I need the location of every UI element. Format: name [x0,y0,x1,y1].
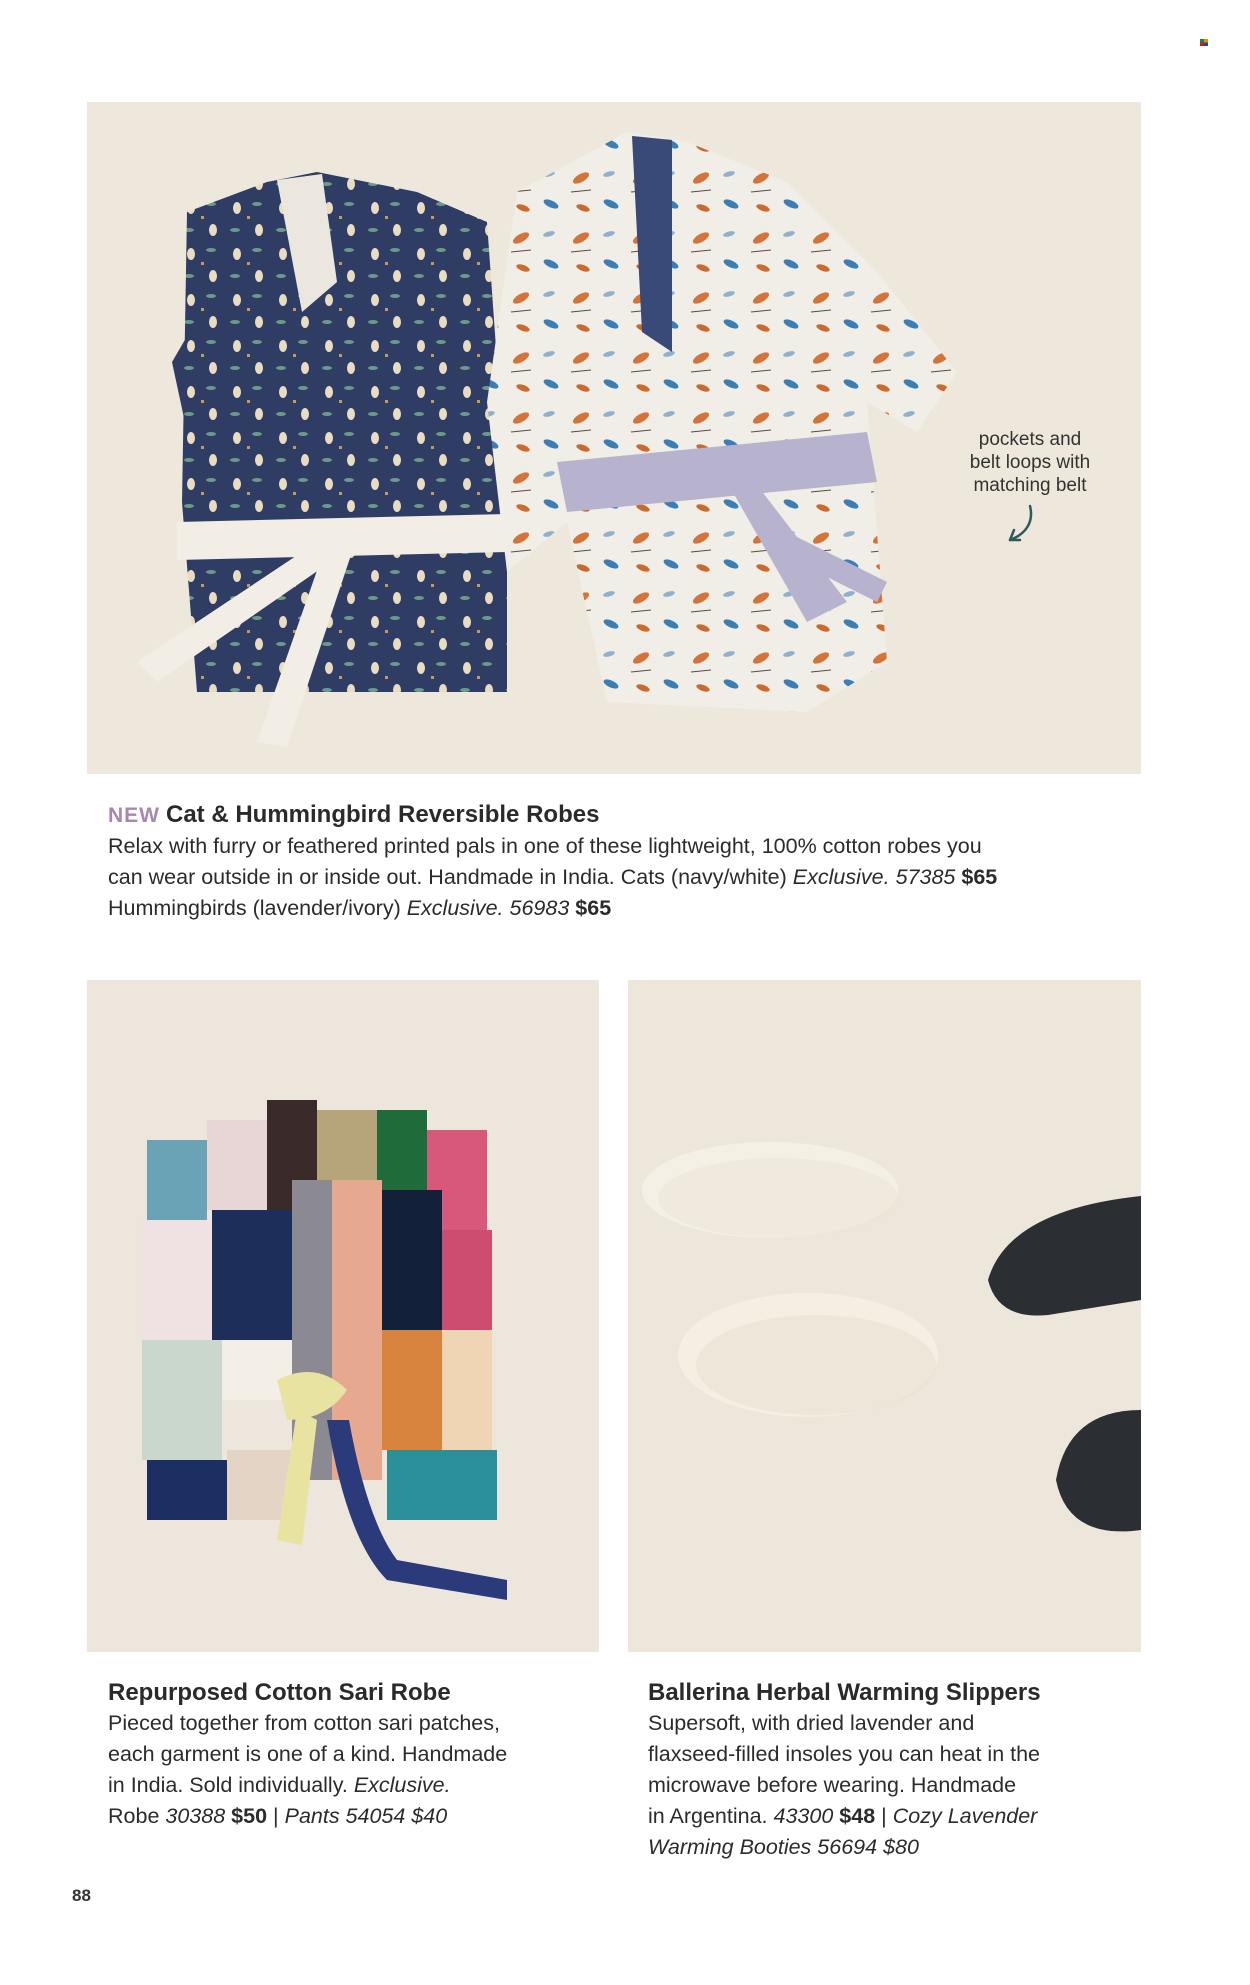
product-description-line: in India. Sold individually. Exclusive. [108,1773,451,1797]
product-description-line: Pieced together from cotton sari patches, [108,1711,500,1735]
product-sari-robe [108,1677,608,1832]
price: $48 [839,1804,876,1828]
product-title: Repurposed Cotton Sari Robe [108,1679,451,1706]
curved-arrow-icon [1000,502,1040,546]
product-reversible-robes [108,799,1138,924]
product-description-line: microwave before wearing. Handmade [648,1773,1017,1797]
callout-line: pockets and [978,429,1082,450]
callout-line: belt loops with [969,452,1091,473]
product-description-line: can wear outside in or inside out. Handmade in India. Cats (navy/white) Exclusive. 57385 $65 [108,865,998,889]
price: $80 [883,1835,919,1859]
price: $65 [575,896,612,920]
price: $65 [961,865,998,889]
pockets-callout [945,428,1115,497]
product-description-line: Supersoft, with dried lavender and [648,1711,975,1735]
product-title: Ballerina Herbal Warming Slippers [648,1679,1041,1706]
slippers-photo [628,980,1141,1652]
product-description-line: each garment is one of a kind. Handmade [108,1742,508,1766]
price: $40 [411,1804,448,1828]
product-description-line: flaxseed-filled insoles you can heat in the [648,1742,1041,1766]
page-number: 88 [72,1886,91,1905]
product-description-line: in Argentina. 43300 $48 | Cozy Lavender [648,1804,1038,1828]
product-description-line: Relax with furry or feathered printed pals in one of these lightweight, 100% cotton robes you [108,834,982,858]
price: $50 [231,1804,268,1828]
new-badge: NEW [108,804,160,827]
product-description-line: Robe 30388 $50 | Pants 54054 $40 [108,1804,448,1828]
sari-robe-photo [87,980,599,1652]
callout-line: matching belt [973,475,1087,496]
corner-color-mark [1200,39,1208,46]
product-description-line: Hummingbirds (lavender/ivory) Exclusive. 56983 $65 [108,896,612,920]
product-description-line: Warming Booties 56694 $80 [648,1835,919,1859]
product-warming-slippers [648,1677,1148,1863]
product-title: NEW Cat & Hummingbird Reversible Robes [108,801,600,828]
